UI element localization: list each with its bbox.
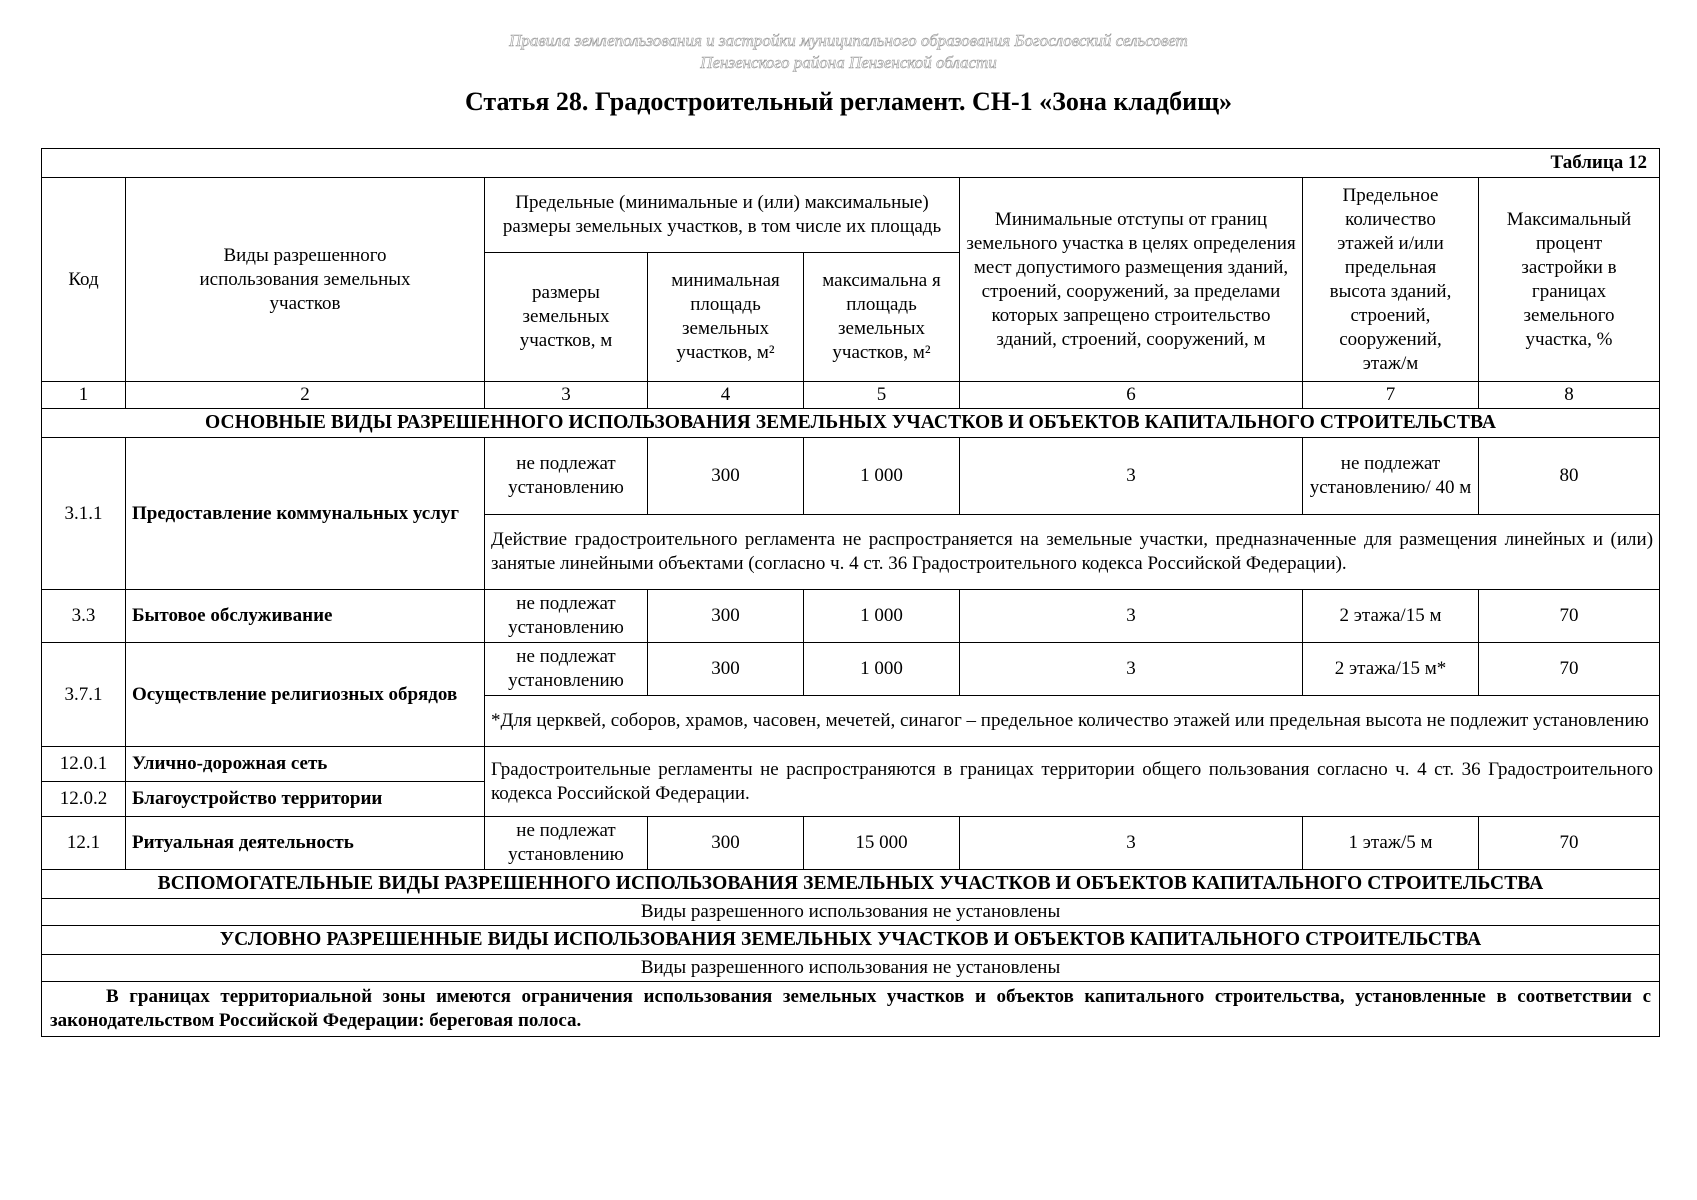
table-row	[42, 817, 1660, 870]
row-coverage: 70	[1479, 643, 1660, 696]
header-floors: Предельное количество этажей и/или предельная высота зданий, строений, сооружений, этаж/м	[1303, 178, 1479, 382]
document-running-header	[0, 30, 1697, 74]
conditional-text: Виды разрешенного использования не установлены	[42, 955, 1660, 982]
column-number: 2	[126, 382, 485, 409]
header-min-area: минимальная площадь земельных участков, м²	[648, 253, 804, 382]
header-setbacks: Минимальные отступы от границ земельного участка в целях определения мест допустимого размещения зданий, строений, сооружений, за пределами которых запрещено строительство зданий, строений, сооружений, м	[960, 178, 1303, 382]
row-use-name: Улично-дорожная сеть	[126, 747, 485, 782]
row-floors: 2 этажа/15 м	[1303, 590, 1479, 643]
row-setback: 3	[960, 590, 1303, 643]
row-code: 12.0.2	[42, 782, 126, 817]
row-setback: 3	[960, 643, 1303, 696]
row-min-area: 300	[648, 438, 804, 515]
public-use-note: Градостроительные регламенты не распространяются в границах территории общего пользования согласно ч. 4 ст. 36 Градостроительного кодекса Российской Федерации.	[485, 747, 1660, 817]
row-max-area: 15 000	[804, 817, 960, 870]
row-floors: 2 этажа/15 м*	[1303, 643, 1479, 696]
section-auxiliary-heading: ВСПОМОГАТЕЛЬНЫЕ ВИДЫ РАЗРЕШЕННОГО ИСПОЛЬЗОВАНИЯ ЗЕМЕЛЬНЫХ УЧАСТКОВ И ОБЪЕКТОВ КАПИТАЛЬНОГО СТРОИТЕЛЬСТВА	[42, 870, 1660, 899]
row-code: 3.7.1	[42, 643, 126, 747]
row-coverage: 80	[1479, 438, 1660, 515]
section-heading-row	[42, 926, 1660, 955]
row-min-area: 300	[648, 643, 804, 696]
row-setback: 3	[960, 817, 1303, 870]
header-row-1	[42, 178, 1660, 253]
regulation-table	[41, 148, 1660, 1037]
column-number: 4	[648, 382, 804, 409]
row-size: не подлежат установлению	[485, 438, 648, 515]
row-min-area: 300	[648, 590, 804, 643]
section-main-heading: ОСНОВНЫЕ ВИДЫ РАЗРЕШЕННОГО ИСПОЛЬЗОВАНИЯ ЗЕМЕЛЬНЫХ УЧАСТКОВ И ОБЪЕКТОВ КАПИТАЛЬНОГО СТРОИТЕЛЬСТВА	[42, 409, 1660, 438]
table-row	[42, 643, 1660, 696]
column-number: 7	[1303, 382, 1479, 409]
row-setback: 3	[960, 438, 1303, 515]
row-min-area: 300	[648, 817, 804, 870]
row-max-area: 1 000	[804, 438, 960, 515]
table-row	[42, 747, 1660, 782]
section-conditional-heading: УСЛОВНО РАЗРЕШЕННЫЕ ВИДЫ ИСПОЛЬЗОВАНИЯ ЗЕМЕЛЬНЫХ УЧАСТКОВ И ОБЪЕКТОВ КАПИТАЛЬНОГО СТРОИТЕЛЬСТВА	[42, 926, 1660, 955]
row-max-area: 1 000	[804, 643, 960, 696]
final-note: В границах территориальной зоны имеются ограничения использования земельных участков и объектов капитального строительства, установленные в соответствии с законодательством Российской Федерации: береговая полоса.	[42, 982, 1660, 1037]
row-use-name: Бытовое обслуживание	[126, 590, 485, 643]
row-note: Действие градостроительного регламента не распространяется на земельные участки, предназначенные для размещения линейных и (или) занятые линейными объектами (согласно ч. 4 ст. 36 Градостроительного кодекса Российской Федерации).	[485, 515, 1660, 590]
column-number: 5	[804, 382, 960, 409]
header-coverage: Максимальный процент застройки в границах земельного участка, %	[1479, 178, 1660, 382]
row-code: 3.1.1	[42, 438, 126, 590]
section-text-row	[42, 955, 1660, 982]
row-use-name: Предоставление коммунальных услуг	[126, 438, 485, 590]
running-header-line-1: Правила землепользования и застройки муниципального образования Богословский сельсовет	[509, 31, 1188, 50]
row-code: 3.3	[42, 590, 126, 643]
auxiliary-text: Виды разрешенного использования не установлены	[42, 899, 1660, 926]
column-number: 3	[485, 382, 648, 409]
column-number-row	[42, 382, 1660, 409]
row-size: не подлежат установлению	[485, 817, 648, 870]
section-heading-row	[42, 870, 1660, 899]
column-number: 8	[1479, 382, 1660, 409]
row-code: 12.0.1	[42, 747, 126, 782]
row-use-name: Ритуальная деятельность	[126, 817, 485, 870]
row-size: не подлежат установлению	[485, 643, 648, 696]
table-row	[42, 438, 1660, 515]
header-limits-group: Предельные (минимальные и (или) максимальные) размеры земельных участков, в том числе их площадь	[485, 178, 960, 253]
row-size: не подлежат установлению	[485, 590, 648, 643]
row-code: 12.1	[42, 817, 126, 870]
header-use-type: Виды разрешенного использования земельных участков	[126, 178, 485, 382]
section-heading-row	[42, 409, 1660, 438]
row-use-name: Благоустройство территории	[126, 782, 485, 817]
article-title: Статья 28. Градостроительный регламент. СН-1 «Зона кладбищ»	[464, 87, 1233, 116]
header-max-area: максимальна я площадь земельных участков, м²	[804, 253, 960, 382]
table-label-row	[42, 149, 1660, 178]
final-note-row	[42, 982, 1660, 1037]
row-max-area: 1 000	[804, 590, 960, 643]
row-coverage: 70	[1479, 817, 1660, 870]
header-code: Код	[42, 178, 126, 382]
row-use-name: Осуществление религиозных обрядов	[126, 643, 485, 747]
column-number: 1	[42, 382, 126, 409]
table-label: Таблица 12	[42, 149, 1660, 178]
row-floors: не подлежат установлению/ 40 м	[1303, 438, 1479, 515]
row-note: *Для церквей, соборов, храмов, часовен, мечетей, синагог – предельное количество этажей или предельная высота не подлежит установлению	[485, 696, 1660, 747]
table-row	[42, 590, 1660, 643]
header-size: размеры земельных участков, м	[485, 253, 648, 382]
row-floors: 1 этаж/5 м	[1303, 817, 1479, 870]
running-header-line-2: Пензенского района Пензенской области	[700, 53, 997, 72]
row-coverage: 70	[1479, 590, 1660, 643]
section-text-row	[42, 899, 1660, 926]
column-number: 6	[960, 382, 1303, 409]
